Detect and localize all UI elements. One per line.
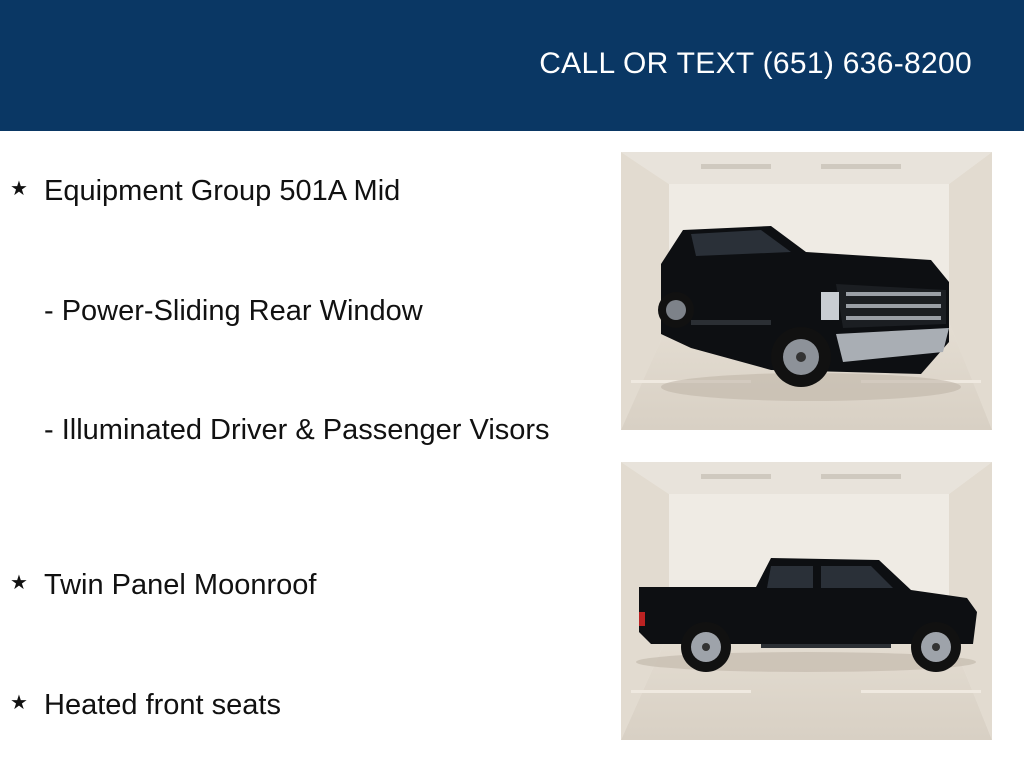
star-icon: ★ [10,572,28,594]
feature-item-illuminated-visors [10,413,550,447]
feature-text: Twin Panel Moonroof [44,569,317,601]
feature-text: - Illuminated Driver & Passenger Visors [44,414,550,446]
feature-item-equipment-group [10,174,570,208]
star-icon: ★ [10,692,28,714]
feature-text: - Power-Sliding Rear Window [44,295,423,327]
truck-photo-side-profile [621,462,992,740]
contact-phone-text[interactable]: CALL OR TEXT (651) 636-8200 [539,47,972,80]
feature-text: Heated front seats [44,689,281,721]
feature-item-moonroof [10,568,570,602]
truck-front-quarter-image [621,152,992,430]
truck-photo-front-quarter [621,152,992,430]
feature-item-power-sliding-window [10,294,570,328]
truck-side-profile-image [621,462,992,740]
feature-text: Equipment Group 501A Mid [44,175,401,207]
header-banner [0,0,1024,131]
feature-item-heated-seats [10,688,570,722]
star-icon: ★ [10,178,28,200]
